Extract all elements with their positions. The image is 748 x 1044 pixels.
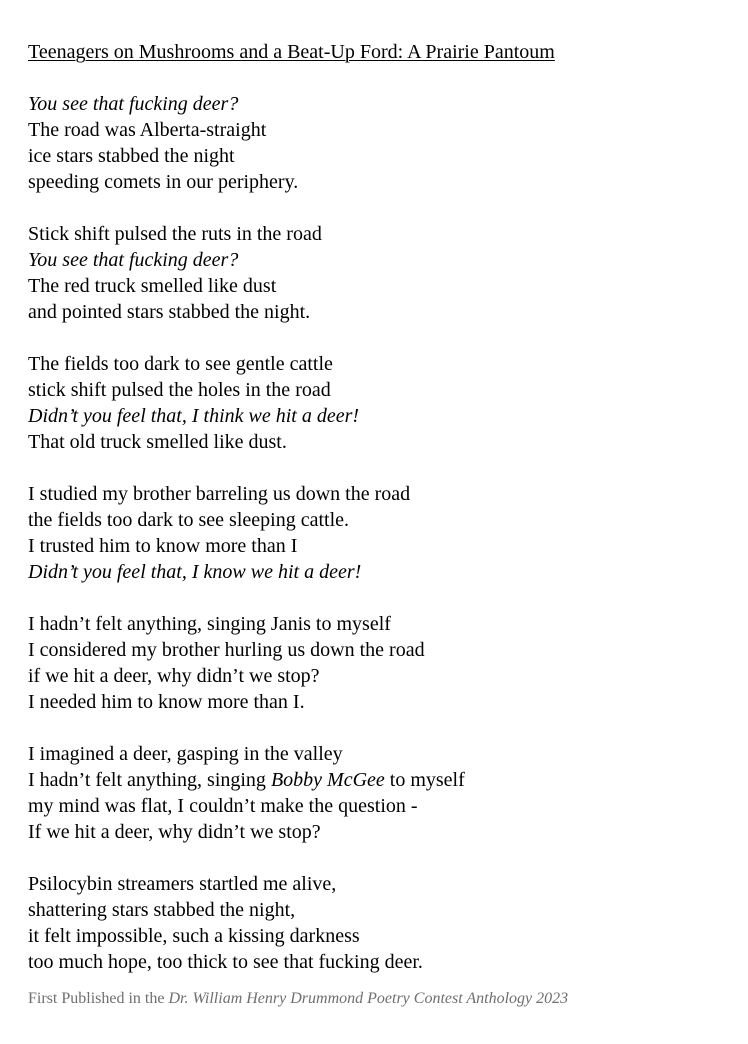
line-text: to myself — [384, 769, 465, 791]
poem-line — [28, 923, 728, 949]
poem-line — [28, 351, 728, 377]
line-text: I studied my brother barreling us down the road — [28, 483, 411, 505]
poem-line — [28, 559, 728, 585]
line-text: The fields too dark to see gentle cattle — [28, 353, 333, 375]
line-text: I hadn’t felt anything, singing Janis to myself — [28, 613, 391, 635]
poem-body — [28, 91, 728, 975]
line-text: I needed him to know more than I. — [28, 691, 305, 713]
poem-line — [28, 273, 728, 299]
poem-line — [28, 949, 728, 975]
poem-line — [28, 533, 728, 559]
line-text: If we hit a deer, why didn’t we stop? — [28, 821, 321, 843]
poem-line — [28, 221, 728, 247]
line-text: That old truck smelled like dust. — [28, 431, 287, 453]
publication-name: Dr. William Henry Drummond Poetry Contest Anthology 2023 — [168, 990, 569, 1007]
line-text: ice stars stabbed the night — [28, 145, 235, 167]
line-text: The red truck smelled like dust — [28, 275, 277, 297]
poem-line — [28, 689, 728, 715]
publication-credit-prefix: First Published in the — [28, 990, 169, 1007]
poem-line — [28, 793, 728, 819]
stanza — [28, 351, 728, 455]
poem-line — [28, 663, 728, 689]
poem-line — [28, 91, 728, 117]
poem-line — [28, 169, 728, 195]
line-text: my mind was flat, I couldn’t make the question - — [28, 795, 418, 817]
poem-line — [28, 247, 728, 273]
line-text: too much hope, too thick to see that fucking deer. — [28, 951, 423, 973]
stanza — [28, 481, 728, 585]
poem-line — [28, 143, 728, 169]
line-text: Psilocybin streamers startled me alive, — [28, 873, 337, 895]
line-text: speeding comets in our periphery. — [28, 171, 299, 193]
line-text: Stick shift pulsed the ruts in the road — [28, 223, 322, 245]
italic-text: You see that fucking deer? — [28, 93, 239, 115]
poem-line — [28, 637, 728, 663]
line-text: the fields too dark to see sleeping cattle. — [28, 509, 350, 531]
poem-line — [28, 403, 728, 429]
poem-line — [28, 377, 728, 403]
poem-line — [28, 871, 728, 897]
line-text: shattering stars stabbed the night, — [28, 899, 296, 921]
poem-line — [28, 767, 728, 793]
poem-line — [28, 117, 728, 143]
poem-line — [28, 429, 728, 455]
line-text: I hadn’t felt anything, singing — [28, 769, 271, 791]
stanza — [28, 871, 728, 975]
line-text: I trusted him to know more than I — [28, 535, 298, 557]
publication-credit — [28, 988, 568, 1010]
line-text: stick shift pulsed the holes in the road — [28, 379, 331, 401]
poem-line — [28, 819, 728, 845]
poem-line — [28, 611, 728, 637]
poem-title: Teenagers on Mushrooms and a Beat-Up Ford: A Prairie Pantoum — [28, 41, 555, 63]
line-text: The road was Alberta-straight — [28, 119, 267, 141]
line-text: and pointed stars stabbed the night. — [28, 301, 311, 323]
italic-text: Bobby McGee — [270, 769, 385, 791]
poem-line — [28, 507, 728, 533]
stanza — [28, 91, 728, 195]
stanza — [28, 221, 728, 325]
poem-line — [28, 299, 728, 325]
line-text: if we hit a deer, why didn’t we stop? — [28, 665, 320, 687]
italic-text: Didn’t you feel that, I think we hit a deer! — [28, 405, 360, 427]
poem-line — [28, 897, 728, 923]
line-text: I imagined a deer, gasping in the valley — [28, 743, 343, 765]
stanza — [28, 611, 728, 715]
italic-text: You see that fucking deer? — [28, 249, 239, 271]
stanza — [28, 741, 728, 845]
line-text: it felt impossible, such a kissing darkness — [28, 925, 360, 947]
line-text: I considered my brother hurling us down the road — [28, 639, 425, 661]
poem-line — [28, 481, 728, 507]
poem-page — [28, 39, 728, 975]
poem-line — [28, 741, 728, 767]
italic-text: Didn’t you feel that, I know we hit a deer! — [28, 561, 362, 583]
